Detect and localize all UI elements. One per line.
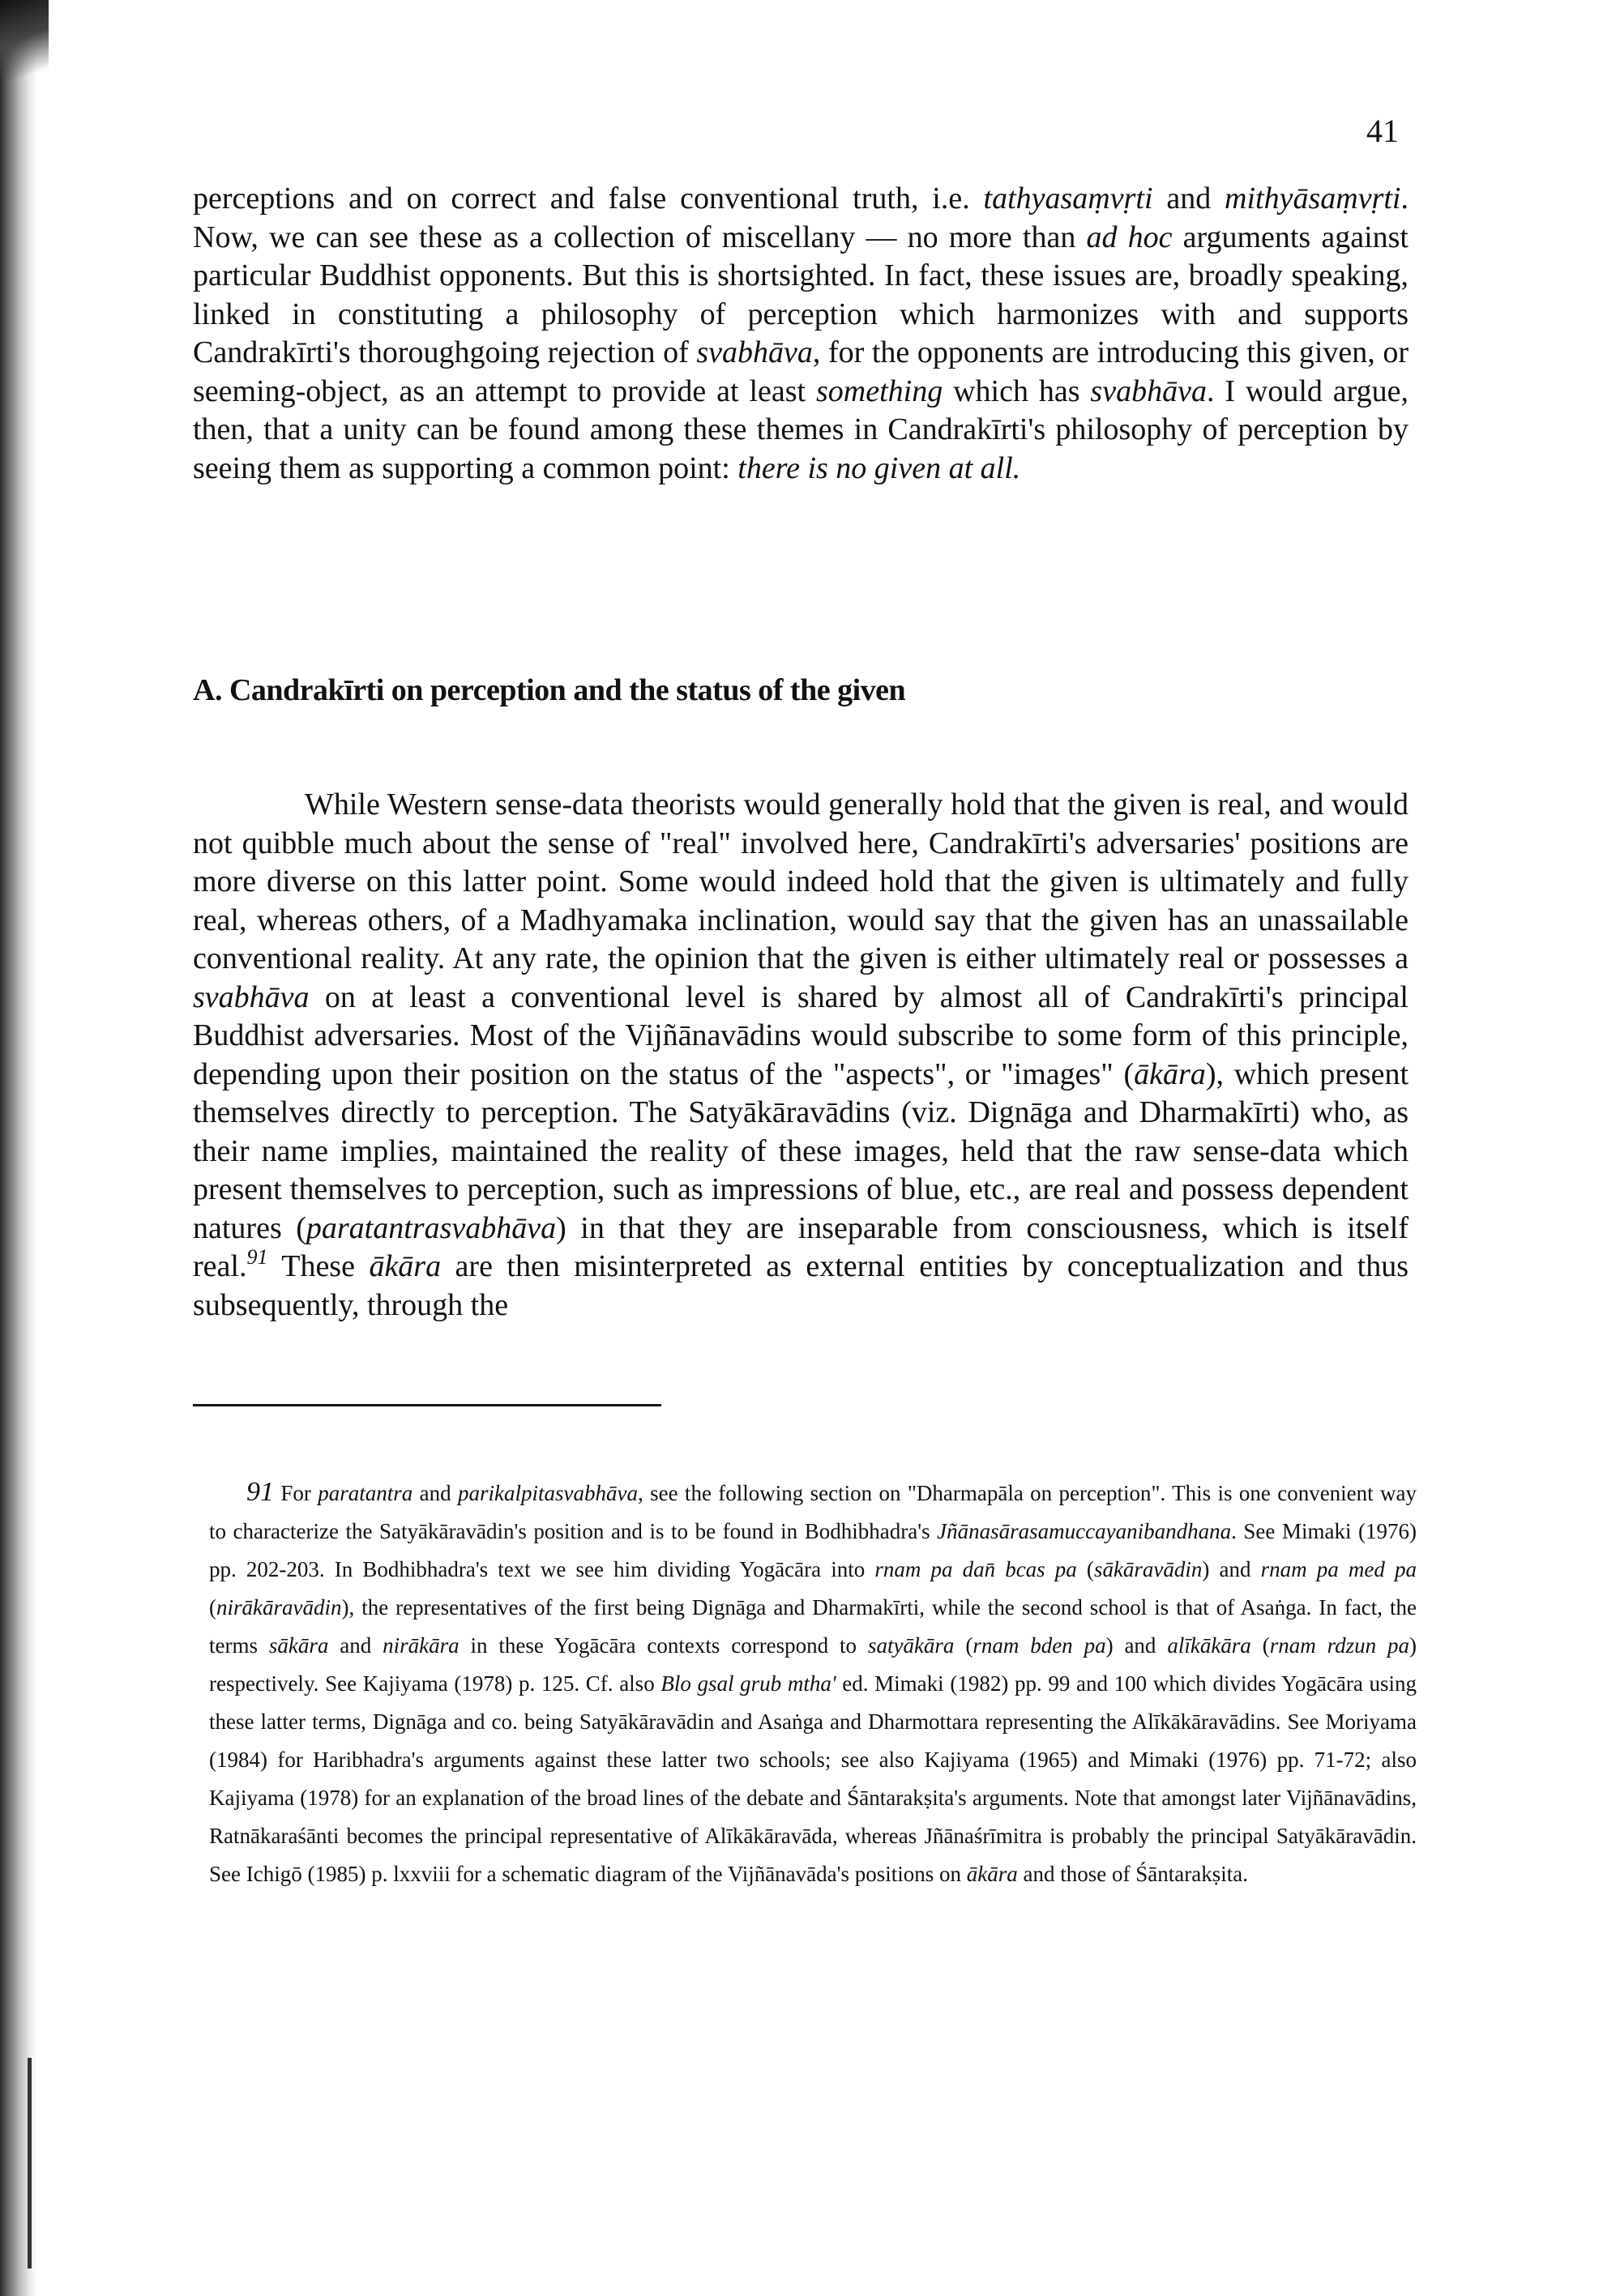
italic-term: rnam bden pa: [972, 1633, 1106, 1658]
text-run: ), which present themselves directly to perception. The Satyākāravādins (viz. Dignāga and Dharmakīrti) who, as their name implies, maintained the reality of these images, held that the raw sense-data which present themselves to perception, such as impressions of blue, etc., are real and possess dependent natures (: [193, 1056, 1409, 1245]
text-run: and: [328, 1633, 383, 1658]
text-run: . Now, we can see these as a collection of miscellany — no more than: [193, 181, 1409, 254]
italic-term: svabhāva: [1090, 373, 1207, 408]
italic-term: there is no given at all.: [737, 450, 1021, 485]
italic-term: Blo gsal grub mtha': [660, 1671, 836, 1696]
text-run: on at least a conventional level is shared by almost all of Candrakīrti's principal Buddhist adversaries. Most of the Vijñānavādins would subscribe to some form of this principle, depending upon their position on the status of the "aspects", or "images" (: [193, 979, 1409, 1091]
text-run: ed. Mimaki (1982) pp. 99 and 100 which divides Yogācāra using these latter terms, Dignāga and co. being Satyākāravādin and Asaṅga and Dharmottara representing the Alīkākāravādins. See Moriyama (1984) for Haribhadra's arguments against these latter two schools; see also Kajiyama (1965) and Mimaki (1976) pp. 71-72; also Kajiyama (1978) for an explanation of the broad lines of the debate and Śāntarakṣita's arguments. Note that amongst later Vijñānavādins, Ratnākaraśānti becomes the principal representative of Alīkākāravāda, whereas Jñānaśrīmitra is probably the principal Satyākāravādin. See Ichigō (1985) p. lxxviii for a schematic diagram of the Vijñānavāda's positions on: [209, 1671, 1417, 1886]
italic-term: rnam rdzun pa: [1269, 1633, 1409, 1658]
scan-shadow-edge: [0, 0, 37, 2296]
italic-term: tathyasaṃvṛti: [983, 181, 1153, 216]
italic-term: ad hoc: [1086, 220, 1173, 254]
text-run: (: [1076, 1557, 1094, 1581]
paragraph-given-status: [193, 786, 1409, 1325]
italic-term: sākāravādin: [1093, 1557, 1203, 1581]
text-run: . I would argue, then, that a unity can be found among these themes in Candrakīrti's philosophy of perception by seeing them as supporting a common point:: [193, 373, 1409, 485]
text-run: which has: [943, 373, 1091, 408]
footnote-91: [209, 1473, 1417, 1893]
italic-term: rnam pa med pa: [1260, 1557, 1417, 1581]
italic-term: nirākāra: [383, 1633, 460, 1658]
text-run: , see the following section on "Dharmapāla on perception". This is one convenient way to characterize the Satyākāravādin's position and is to be found in Bodhibhadra's: [209, 1481, 1417, 1543]
text-run: in these Yogācāra contexts correspond to: [459, 1633, 868, 1658]
text-run: ) and: [1105, 1633, 1168, 1658]
text-run: are then misinterpreted as external entities by conceptualization and thus subsequently, through the: [193, 1249, 1409, 1322]
scan-corner-shadow: [0, 0, 49, 97]
text-run: perceptions and on correct and false conventional truth, i.e.: [193, 181, 984, 216]
italic-term: Jñānasārasamuccayanibandhana: [937, 1519, 1232, 1543]
italic-term: sākāra: [268, 1633, 329, 1658]
text-run: , for the opponents are introducing this given, or seeming-object, as an attempt to provide at least: [193, 335, 1409, 408]
text-run: ) respectively. See Kajiyama (1978) p. 125. Cf. also: [209, 1633, 1417, 1696]
text-run: and those of Śāntarakṣita.: [1017, 1862, 1248, 1886]
italic-term: svabhāva: [696, 335, 813, 369]
text-run: For: [274, 1481, 318, 1505]
italic-term: svabhāva: [193, 979, 310, 1014]
italic-term: satyākāra: [867, 1633, 955, 1658]
italic-term: ākāra: [369, 1249, 442, 1283]
text-run: (: [209, 1595, 216, 1620]
text-run: ) and: [1202, 1557, 1261, 1581]
text-run: These: [267, 1249, 370, 1283]
italic-term: ākāra: [966, 1862, 1018, 1886]
italic-term: alīkākāra: [1167, 1633, 1251, 1658]
text-run: and: [1152, 181, 1225, 216]
page-number: 41: [1366, 113, 1399, 149]
text-run: and: [413, 1481, 458, 1505]
paragraph-perception-unity: [193, 180, 1409, 488]
italic-term: parikalpitasvabhāva: [458, 1481, 638, 1505]
text-run: (: [1250, 1633, 1270, 1658]
text-run: (: [954, 1633, 973, 1658]
italic-term: ākāra: [1134, 1056, 1206, 1091]
text-run: ), the representatives of the first being Dignāga and Dharmakīrti, while the second school is that of Asaṅga. In fact, the terms: [209, 1595, 1417, 1658]
scan-binding-line: [28, 2058, 32, 2268]
text-run: ) in that they are inseparable from consciousness, which is itself real.: [193, 1210, 1409, 1283]
footnote-mark: 91: [246, 1477, 274, 1507]
footnote-reference: 91: [246, 1245, 268, 1269]
italic-term: mithyāsaṃvṛti: [1225, 181, 1401, 216]
text-run: arguments against particular Buddhist opponents. But this is shortsighted. In fact, these issues are, broadly speaking, linked in constituting a philosophy of perception which harmonizes with and supports Candrakīrti's thoroughgoing rejection of: [193, 220, 1409, 369]
italic-term: paratantrasvabhāva: [306, 1210, 557, 1245]
italic-term: rnam pa dan̄ bcas pa: [874, 1557, 1077, 1581]
italic-term: nirākāravādin: [216, 1595, 342, 1620]
text-run: . See Mimaki (1976) pp. 202-203. In Bodhibhadra's text we see him dividing Yogācāra into: [209, 1519, 1417, 1581]
italic-term: paratantra: [318, 1481, 413, 1505]
italic-term: something: [815, 373, 943, 408]
section-heading: A. Candrakīrti on perception and the status of the given: [193, 673, 906, 707]
text-run: While Western sense-data theorists would generally hold that the given is real, and would not quibble much about the sense of "real" involved here, Candrakīrti's adversaries' positions are more diverse on this latter point. Some would indeed hold that the given is ultimately and fully real, whereas others, of a Madhyamaka inclination, would say that the given has an unassailable conventional reality. At any rate, the opinion that the given is either ultimately real or possesses a: [193, 787, 1409, 975]
footnote-separator: [193, 1404, 661, 1406]
